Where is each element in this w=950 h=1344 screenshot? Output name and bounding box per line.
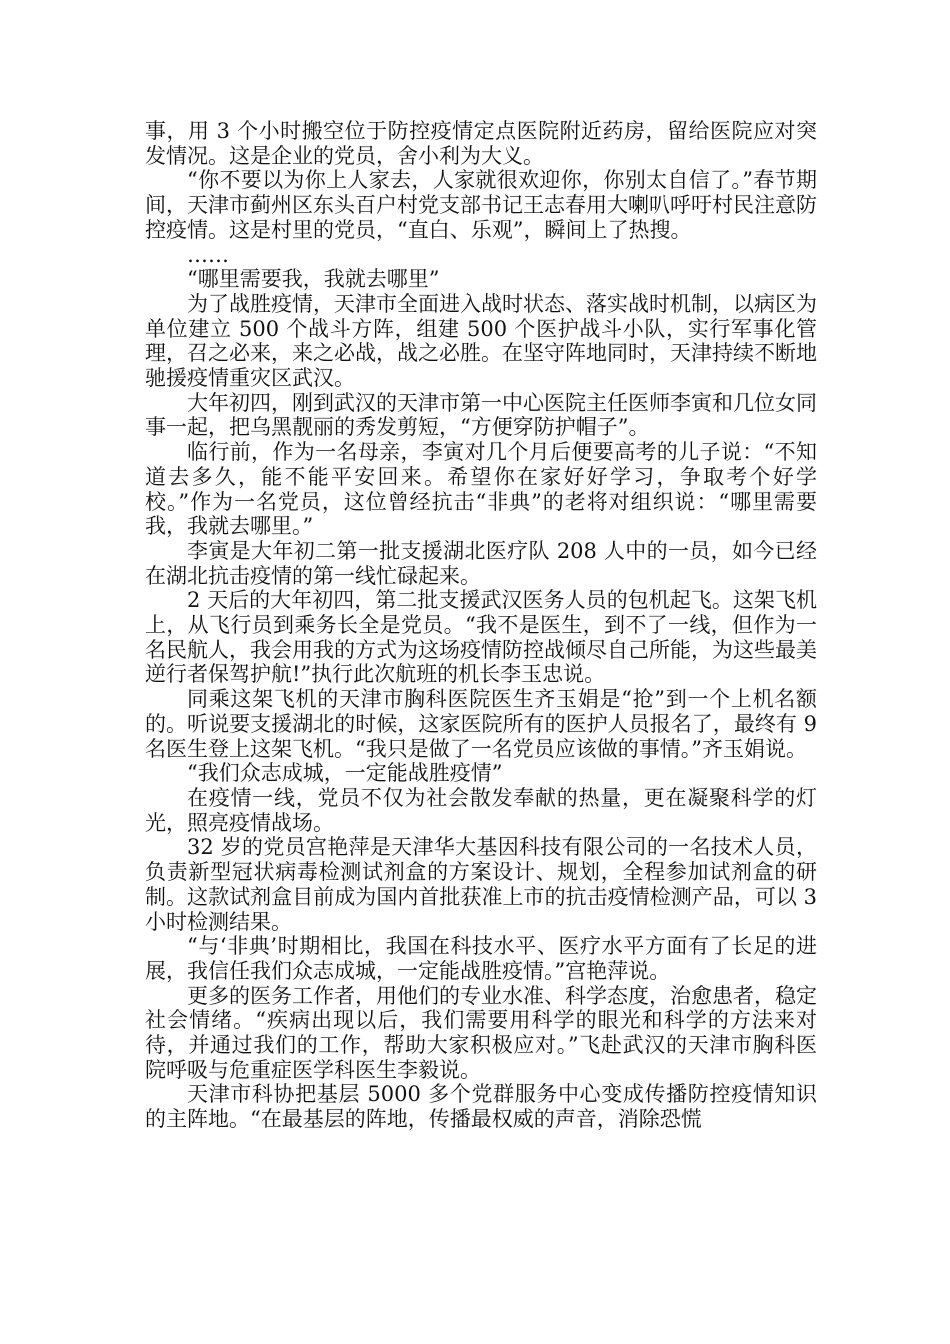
section-heading: “我们众志成城，一定能战胜疫情”: [187, 761, 503, 786]
paragraph: “与‘非典’时期相比，我国在科技水平、医疗水平方面有了长足的进展，我信任我们众志成城，一定能战胜疫情。”宫艳萍说。: [145, 934, 817, 983]
paragraph: 更多的医务工作者，用他们的专业水准、科学态度，治愈患者，稳定社会情绪。“疾病出现以后，我们需要用科学的眼光和科学的方法来对待，并通过我们的工作，帮助大家积极应对。”飞赴武汉的天津市胸科医院呼吸与危重症医学科医生李毅说。: [145, 983, 817, 1082]
paragraph: “你不要以为你上人家去，人家就很欢迎你，你别太自信了。”春节期间，天津市蓟州区东头百户村党支部书记王志春用大喇叭呼吁村民注意防控疫情。这是村里的党员，“直白、乐观”，瞬间上了热搜。: [145, 168, 817, 242]
paragraph: 大年初四，刚到武汉的天津市第一中心医院主任医师李寅和几位女同事一起，把乌黑靓丽的秀发剪短，“方便穿防护帽子”。: [145, 390, 817, 440]
paragraph: 临行前，作为一名母亲，李寅对几个月后便要高考的儿子说：“不知道去多久，能不能平安回来。希望你在家好好学习，争取考个好学校。”作为一名党员，这位曾经抗击“非典”的老将对组织说：“哪里需要我，我就去哪里。”: [145, 440, 817, 539]
document-page: [145, 119, 817, 1132]
section-heading: “哪里需要我，我就去哪里”: [187, 267, 440, 292]
paragraph: 32 岁的党员宫艳萍是天津华大基因科技有限公司的一名技术人员，负责新型冠状病毒检测试剂盒的方案设计、规划，全程参加试剂盒的研制。这款试剂盒目前成为国内首批获准上市的抗击疫情检测产品，可以 3 小时检测结果。: [145, 835, 817, 934]
paragraph: 2 天后的大年初四，第二批支援武汉医务人员的包机起飞。这架飞机上，从飞行员到乘务长全是党员。“我不是医生，到不了一线，但作为一名民航人，我会用我的方式为这场疫情防控战倾尽自己所能，为这些最美逆行者保驾护航!”执行此次航班的机长李玉忠说。: [145, 588, 817, 687]
paragraph: 同乘这架飞机的天津市胸科医院医生齐玉娟是“抢”到一个上机名额的。听说要支援湖北的时候，这家医院所有的医护人员报名了，最终有 9 名医生登上这架飞机。“我只是做了一名党员应该做的事情。”齐玉娟说。: [145, 687, 817, 761]
paragraph: 为了战胜疫情，天津市全面进入战时状态、落实战时机制，以病区为单位建立 500 个战斗方阵，组建 500 个医护战斗小队，实行军事化管理，召之必来，来之必战，战之必胜。在坚守阵地同时，天津持续不断地驰援疫情重灾区武汉。: [145, 291, 817, 391]
paragraph: 事，用 3 个小时搬空位于防控疫情定点医院附近药房，留给医院应对突发情况。这是企业的党员，舍小利为大义。: [145, 119, 817, 168]
paragraph: 天津市科协把基层 5000 多个党群服务中心变成传播防控疫情知识的主阵地。“在最基层的阵地，传播最权威的声音，消除恐慌: [145, 1082, 817, 1132]
ellipsis-line: ……: [187, 242, 229, 267]
paragraph: 在疫情一线，党员不仅为社会散发奉献的热量，更在凝聚科学的灯光，照亮疫情战场。: [145, 785, 817, 835]
paragraph: 李寅是大年初二第一批支援湖北医疗队 208 人中的一员，如今已经在湖北抗击疫情的第一线忙碌起来。: [145, 538, 817, 588]
